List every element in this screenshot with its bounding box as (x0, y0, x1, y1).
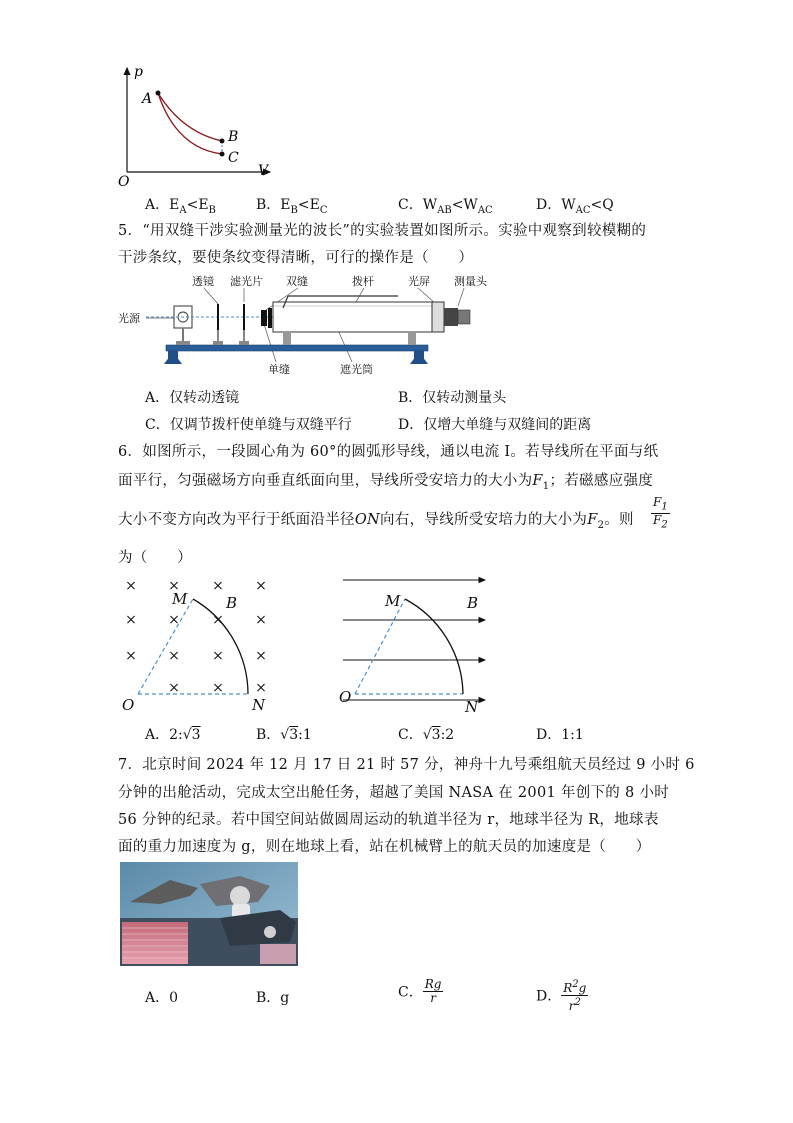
label-p: p (134, 64, 143, 80)
q6-option-c[interactable]: C．√3:2 (398, 727, 455, 743)
label-double-slit: 双缝 (286, 275, 308, 288)
label-lens: 透镜 (192, 275, 214, 288)
label-head: 测量头 (454, 275, 487, 288)
label-m: M (172, 590, 188, 608)
q6-text-line3: 大小不变方向改为平行于纸面沿半径ON向右，导线所受安培力的大小为$F_2$。则 (118, 512, 634, 531)
q5-text-line1: 5．“用双缝干涉实验测量光的波长”的实验装置如图所示。实验中观察到较模糊的 (118, 223, 647, 239)
svg-text:×: × (212, 680, 224, 696)
q4-option-a[interactable]: A．$E_A<E_B$ (145, 197, 216, 216)
label-n: N (252, 696, 266, 712)
svg-text:×: × (168, 680, 180, 696)
svg-text:×: × (212, 648, 224, 664)
label-v: V (258, 163, 269, 179)
q7-option-d[interactable]: D． $\frac{R^2g}{r^2}$ (536, 979, 587, 1013)
label-a: A (142, 91, 153, 107)
svg-text:×: × (255, 578, 267, 594)
label-b-field: B (467, 594, 479, 612)
q7-text-line2: 分钟的出舱活动，完成太空出舱任务，超越了美国 NASA 在 2001 年创下的 8 小时 (118, 785, 670, 801)
label-filter: 滤光片 (230, 275, 263, 288)
label-screen: 光屏 (408, 275, 430, 288)
label-lever: 拨杆 (352, 275, 374, 288)
curve-ab (158, 93, 222, 141)
q5-option-c[interactable]: C．仅调节拨杆使单缝与双缝平行 (145, 417, 352, 433)
q4-option-d[interactable]: D．$W_{AC}<Q$ (536, 197, 614, 216)
svg-text:×: × (255, 612, 267, 628)
label-n: N (465, 698, 479, 712)
svg-text:×: × (212, 612, 224, 628)
svg-text:×: × (125, 578, 137, 594)
label-source: 光源 (118, 312, 140, 325)
q6-text-line2: 面平行，匀强磁场方向垂直纸面向里，导线所受安培力的大小为$F_1$；若磁感应强度 (118, 473, 654, 492)
label-m: M (385, 592, 401, 610)
q7-option-b[interactable]: B．g (256, 990, 290, 1006)
svg-text:×: × (125, 648, 137, 664)
q7-option-a[interactable]: A．0 (145, 990, 179, 1006)
svg-text:×: × (255, 680, 267, 696)
q6-figure-into-page (118, 572, 278, 712)
svg-text:×: × (255, 648, 267, 664)
q5-option-b[interactable]: B．仅转动测量头 (398, 390, 507, 406)
label-tube: 遮光筒 (340, 363, 373, 376)
q6-option-d[interactable]: D．1:1 (536, 727, 584, 743)
label-o: O (122, 696, 135, 712)
svg-text:×: × (168, 612, 180, 628)
double-slit-apparatus (118, 272, 488, 380)
svg-text:×: × (168, 648, 180, 664)
label-o: O (339, 688, 352, 706)
q4-option-c[interactable]: C．$W_{AB}<W_{AC}$ (398, 197, 493, 216)
label-c: C (228, 150, 239, 166)
q6-ratio-fraction: $\frac{F_1}{F_2}$ (653, 495, 668, 531)
pv-graph (112, 62, 282, 187)
q7-text-line4: 面的重力加速度为 g，则在地球上看，站在机械臂上的航天员的加速度是（ ） (118, 839, 651, 855)
q5-option-d[interactable]: D．仅增大单缝与双缝间的距离 (398, 417, 592, 433)
q6-option-b[interactable]: B．√3:1 (256, 727, 312, 743)
label-o: O (118, 174, 130, 187)
q7-text-line1: 7．北京时间 2024 年 12 月 17 日 21 时 57 分，神舟十九号乘组航天员经过 9 小时 6 (118, 757, 695, 773)
q6-figure-parallel (335, 572, 495, 712)
q5-option-a[interactable]: A．仅转动透镜 (145, 390, 240, 406)
curve-ac (158, 93, 222, 154)
q6-option-a[interactable]: A．2:√3 (145, 727, 201, 743)
svg-text:×: × (125, 612, 137, 628)
label-single-slit: 单缝 (268, 363, 290, 376)
label-b-field: B (226, 594, 238, 612)
svg-text:×: × (212, 578, 224, 594)
q7-option-c[interactable]: C． $\frac{Rg}{r}$ (398, 977, 442, 1005)
label-b: B (228, 129, 239, 145)
q7-text-line3: 56 分钟的纪录。若中国空间站做圆周运动的轨道半径为 r，地球半径为 R，地球表 (118, 812, 659, 828)
q5-text-line2: 干涉条纹，要使条纹变得清晰，可行的操作是（ ） (118, 250, 474, 266)
q6-text-line1: 6．如图所示，一段圆心角为 60°的圆弧形导线，通以电流 I。若导线所在平面与纸 (118, 444, 659, 460)
space-station-photo (120, 862, 298, 966)
q6-text-line4: 为（ ） (118, 550, 192, 566)
q4-option-b[interactable]: B．$E_B<E_C$ (256, 197, 328, 216)
svg-text:×: × (168, 578, 180, 594)
